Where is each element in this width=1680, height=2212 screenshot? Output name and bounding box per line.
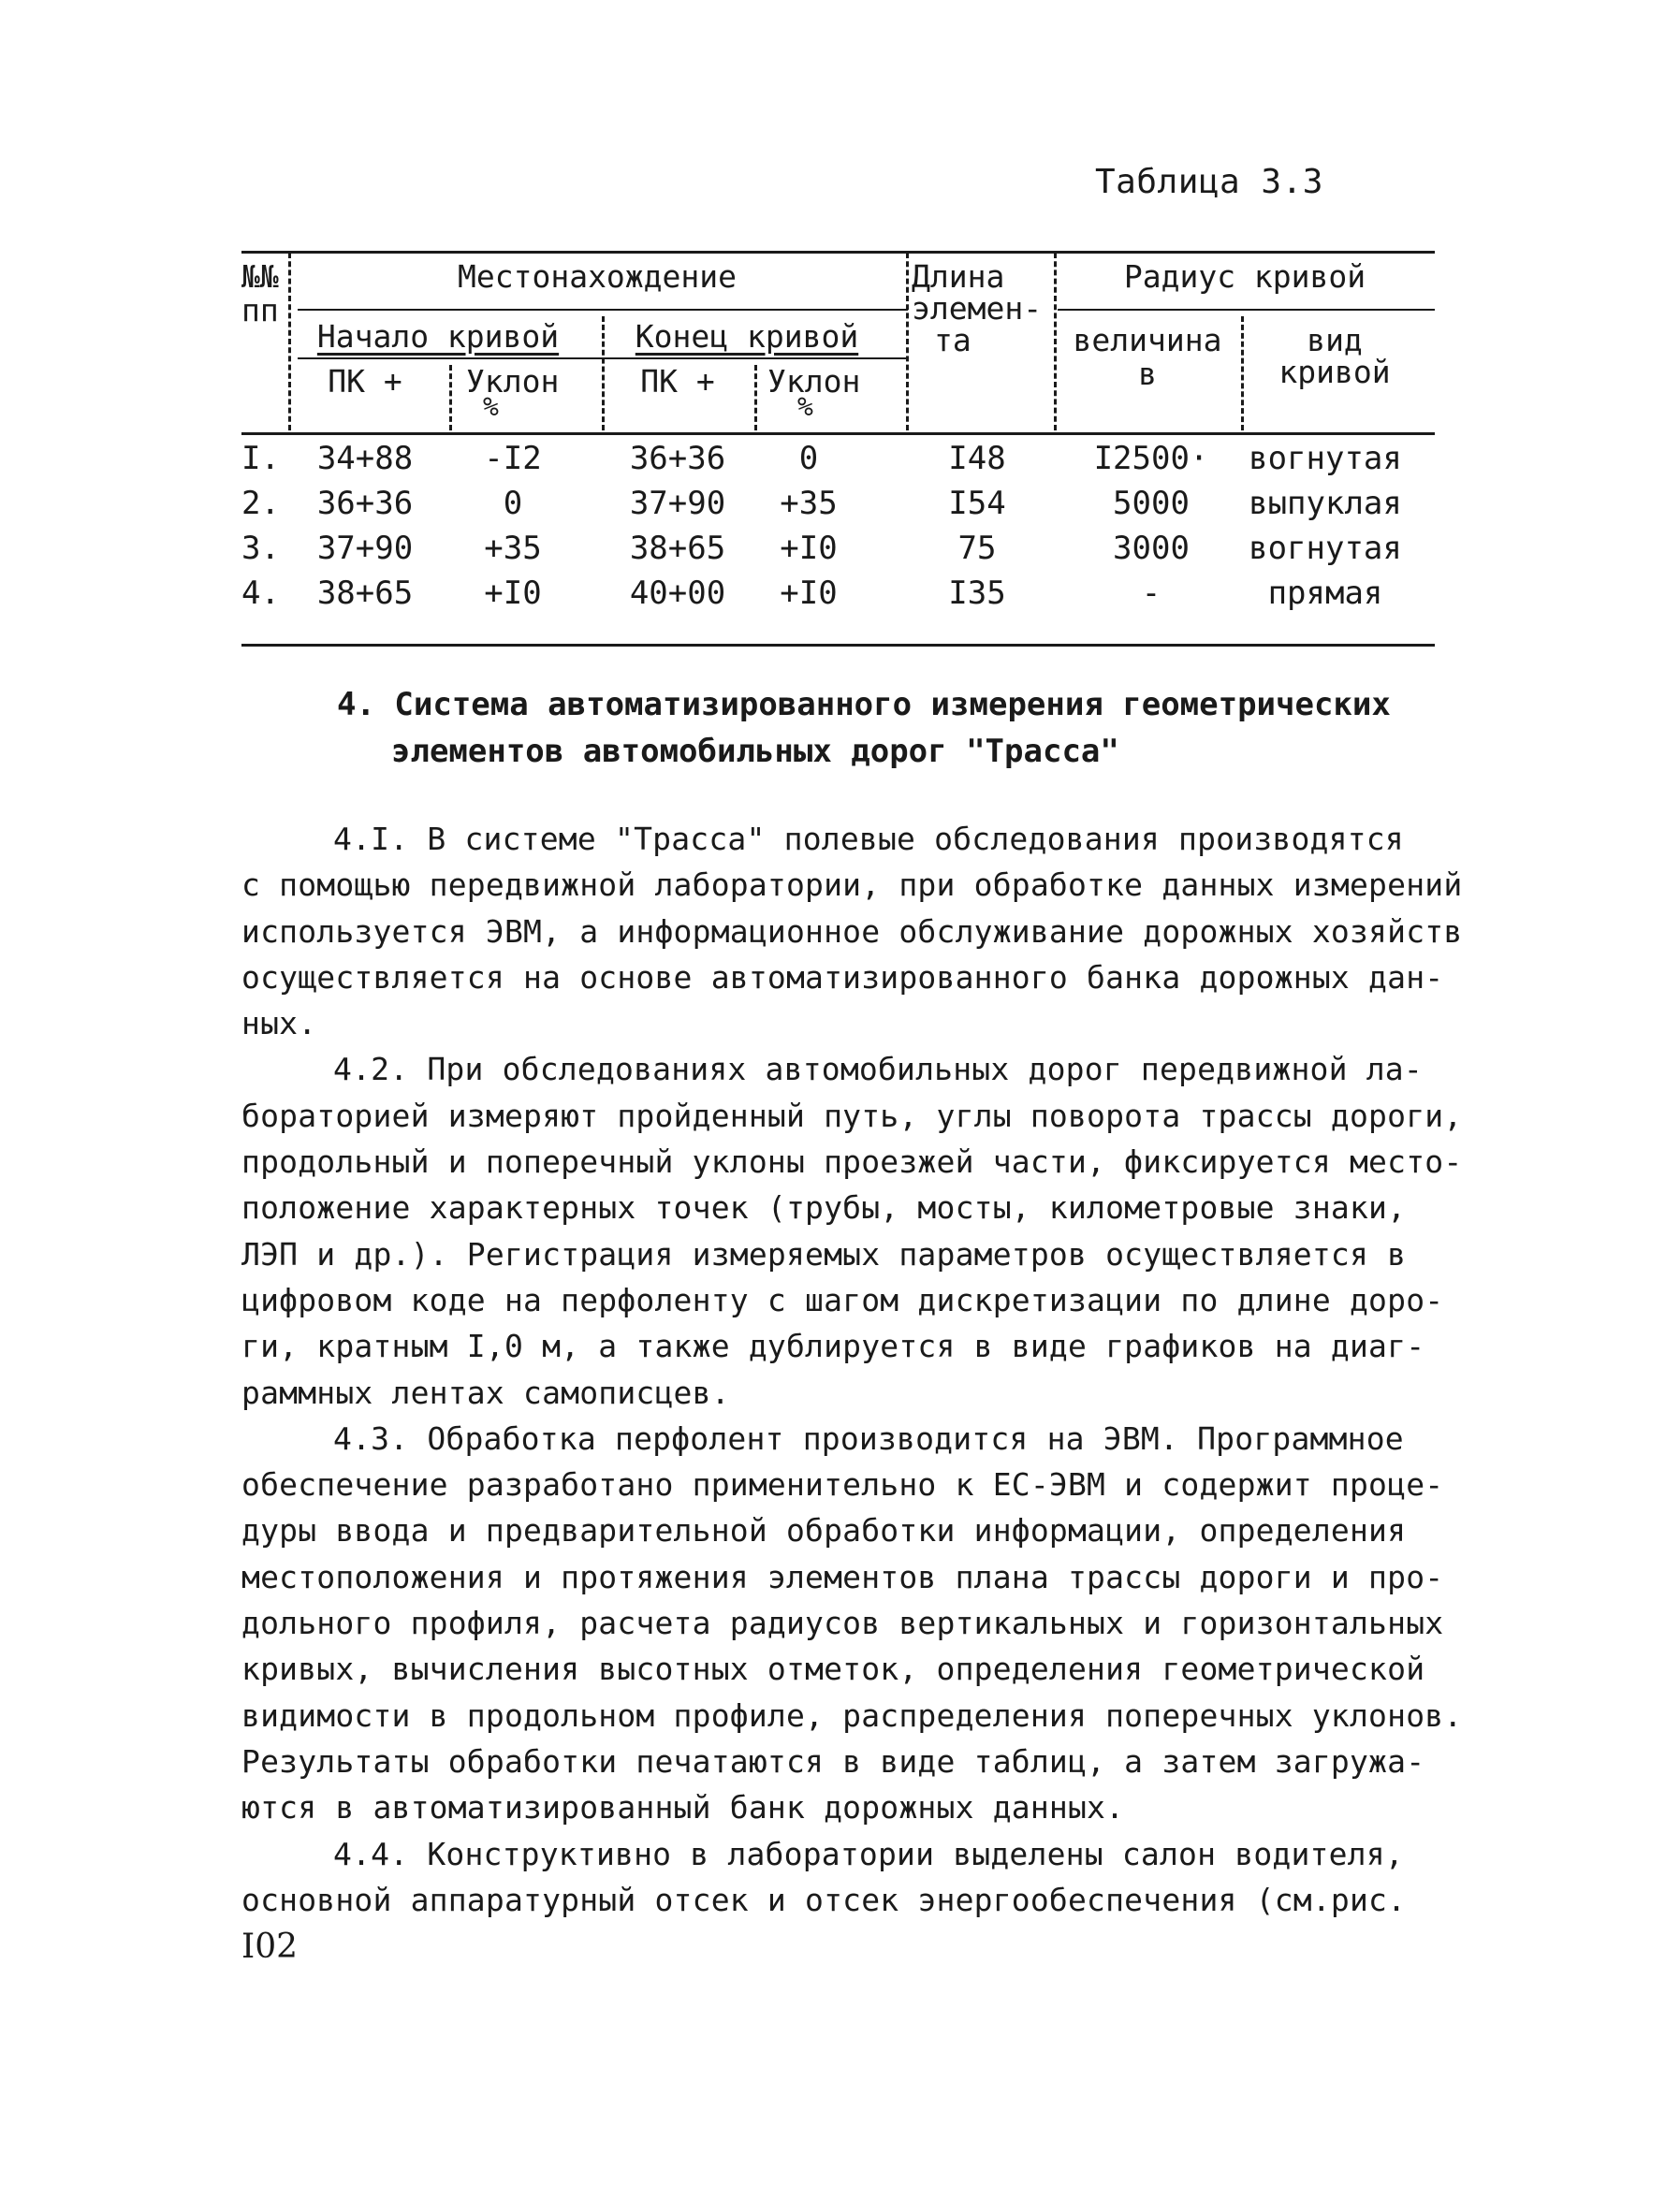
page-number: I02	[241, 1928, 299, 1966]
header-radius-value-2: в	[1138, 356, 1157, 392]
header-slope-end-unit: %	[797, 391, 813, 422]
cell-curve-type: прямая	[1267, 575, 1383, 612]
text-line: основной аппаратурный отсек и отсек энергообеспечения (см.рис.	[241, 1881, 1407, 1918]
cell-slope-start: +I0	[484, 575, 542, 612]
header-slope-start-unit: %	[483, 391, 499, 422]
paragraph-4-3	[241, 1416, 1463, 1831]
text-line: ЛЭП и др.). Регистрация измеряемых параметров осуществляется в	[241, 1235, 1407, 1273]
col-sep-start-end	[602, 316, 605, 430]
cell-curve-type: вогнутая	[1249, 530, 1402, 567]
header-bottom-rule	[241, 432, 1435, 435]
header-pk-start: ПК +	[328, 363, 402, 400]
text-line: ются в автоматизированный банк дорожных данных.	[241, 1789, 1125, 1826]
header-slope-start: Уклон	[466, 363, 560, 400]
table-row	[241, 440, 1435, 485]
header-start-curve: Начало кривой	[316, 318, 560, 355]
cell-length: I48	[948, 440, 1006, 477]
cell-slope-end: +I0	[780, 530, 838, 567]
cell-curve-type: вогнутая	[1249, 440, 1402, 477]
text-line: кривых, вычисления высотных отметок, определения геометрической	[241, 1651, 1425, 1688]
header-length-1: Длина	[912, 258, 1005, 295]
text-line: обеспечение разработано применительно к ЕС-ЭВМ и содержит проце-	[241, 1466, 1444, 1504]
text-line: с помощью передвижной лаборатории, при обработке данных измерений	[241, 866, 1463, 904]
table-row	[241, 530, 1435, 575]
text-line: 4.I. В системе "Трасса" полевые обследования производятся	[333, 821, 1404, 857]
section-heading	[337, 681, 1460, 775]
paragraph-4-2	[241, 1046, 1463, 1415]
col-sep-pk-end	[754, 365, 757, 430]
text-line: 4.4. Конструктивно в лаборатории выделены салон водителя,	[333, 1835, 1404, 1872]
cell-slope-end: +I0	[780, 575, 838, 612]
text-line: дуры ввода и предварительной обработки информации, определения	[241, 1512, 1407, 1550]
text-line: бораторией измеряют пройденный путь, углы поворота трассы дороги,	[241, 1097, 1463, 1134]
text-line: видимости в продольном профиле, распределения поперечных уклонов.	[241, 1696, 1463, 1734]
cell-radius: 5000	[1113, 485, 1190, 522]
header-num: №№	[241, 258, 279, 295]
header-rule-location	[298, 309, 908, 311]
section-heading-line-2: элементов автомобильных дорог "Трасса"	[391, 733, 1119, 770]
section-heading-line-1: 4. Система автоматизированного измерения геометрических	[337, 686, 1391, 723]
header-pk-end: ПК +	[640, 363, 715, 400]
header-location: Местонахождение	[457, 258, 738, 295]
header-radius: Радиус кривой	[1123, 258, 1366, 295]
cell-length: I35	[948, 575, 1006, 612]
cell-radius: I2500·	[1093, 440, 1209, 477]
text-line: ги, кратным I,0 м, а также дублируется в виде графиков на диаг-	[241, 1328, 1425, 1365]
text-line: местоположения и протяжения элементов плана трассы дороги и про-	[241, 1558, 1444, 1595]
cell-num: I.	[241, 440, 280, 477]
cell-slope-start: 0	[503, 485, 523, 522]
cell-slope-end: 0	[798, 440, 819, 477]
text-line: дольного профиля, расчета радиусов вертикальных и горизонтальных	[241, 1605, 1444, 1642]
table-caption: Таблица 3.3	[1095, 163, 1323, 201]
cell-length: I54	[948, 485, 1006, 522]
cell-num: 3.	[241, 530, 280, 567]
table-bottom-rule	[241, 644, 1435, 647]
text-line: Результаты обработки печатаются в виде таблиц, а затем загружа-	[241, 1742, 1425, 1780]
cell-pk-start: 36+36	[316, 485, 414, 522]
table-top-rule	[241, 251, 1435, 254]
col-sep-num	[288, 253, 291, 430]
text-line: используется ЭВМ, а информационное обслуживание дорожных хозяйств	[241, 912, 1463, 950]
cell-slope-start: +35	[484, 530, 542, 567]
col-sep-length-left	[906, 253, 909, 430]
data-table	[241, 243, 1435, 655]
cell-slope-end: +35	[780, 485, 838, 522]
table-row	[241, 575, 1435, 619]
header-length-3: та	[934, 322, 971, 358]
cell-curve-type: выпуклая	[1249, 485, 1402, 522]
text-line: продольный и поперечный уклоны проезжей части, фиксируется место-	[241, 1143, 1463, 1181]
header-end-curve: Конец кривой	[635, 318, 859, 355]
cell-pk-start: 34+88	[316, 440, 414, 477]
cell-pk-end: 38+65	[629, 530, 726, 567]
table-row	[241, 485, 1435, 530]
cell-pk-end: 36+36	[629, 440, 726, 477]
header-curve-type-1: вид	[1307, 322, 1363, 358]
header-num-pp: пп	[241, 292, 279, 328]
text-line: ных.	[241, 1005, 317, 1042]
text-line: раммных лентах самописцев.	[241, 1374, 730, 1411]
text-line: положение характерных точек (трубы, мосты, километровые знаки,	[241, 1189, 1407, 1227]
col-sep-radius	[1241, 316, 1244, 430]
header-rule-radius	[1058, 309, 1435, 311]
cell-slope-start: -I2	[484, 440, 542, 477]
cell-pk-start: 37+90	[316, 530, 414, 567]
cell-num: 4.	[241, 575, 280, 612]
header-length-2: элемен-	[912, 290, 1043, 327]
header-slope-end: Уклон	[767, 363, 861, 400]
header-radius-value-1: величина	[1073, 322, 1222, 358]
cell-pk-start: 38+65	[316, 575, 414, 612]
text-line: цифровом коде на перфоленту с шагом дискретизации по длине доро-	[241, 1281, 1444, 1318]
cell-pk-end: 37+90	[629, 485, 726, 522]
cell-num: 2.	[241, 485, 280, 522]
text-line: осуществляется на основе автоматизированного банка дорожных дан-	[241, 958, 1444, 996]
header-curve-type-2: кривой	[1278, 354, 1391, 390]
cell-radius: 3000	[1113, 530, 1190, 567]
col-sep-length-right	[1054, 253, 1057, 430]
text-line: 4.2. При обследованиях автомобильных дорог передвижной ла-	[333, 1051, 1423, 1088]
cell-radius: -	[1141, 575, 1161, 612]
col-sep-pk-start	[449, 365, 452, 430]
body-text	[241, 816, 1463, 1923]
cell-pk-end: 40+00	[629, 575, 726, 612]
cell-length: 75	[957, 530, 997, 567]
paragraph-4-4	[241, 1831, 1458, 1924]
text-line: 4.3. Обработка перфолент производится на ЭВМ. Программное	[333, 1419, 1404, 1457]
paragraph-4-1	[241, 816, 1463, 1046]
